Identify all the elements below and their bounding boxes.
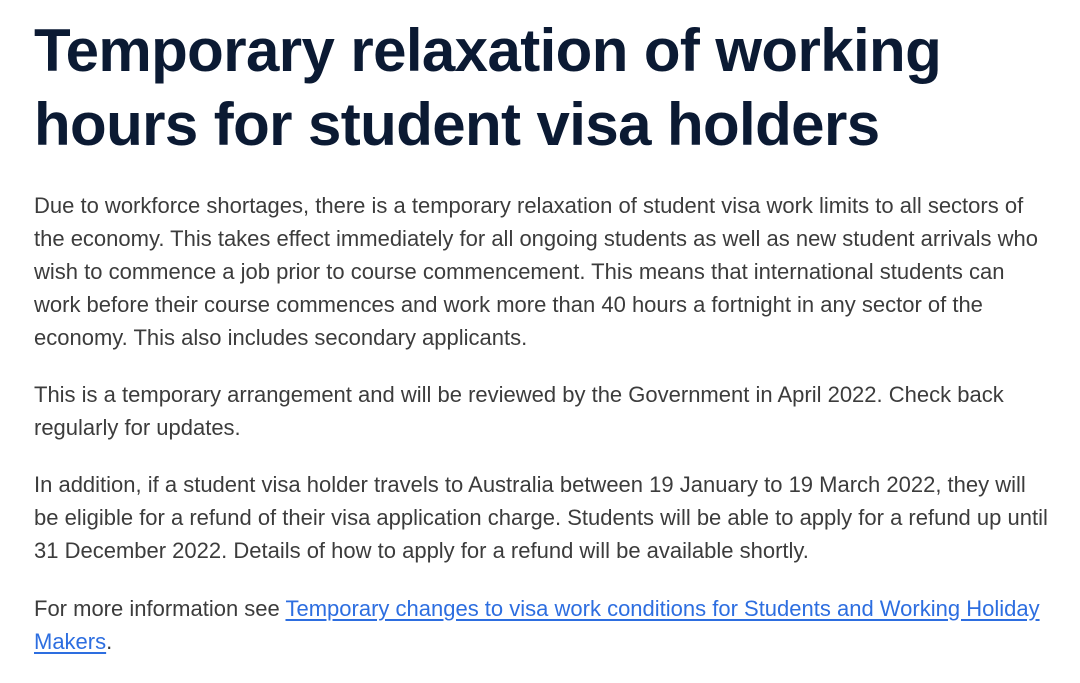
more-info-suffix: . bbox=[106, 629, 113, 654]
article bbox=[34, 14, 1049, 658]
paragraph-workforce-shortages: Due to workforce shortages, there is a temporary relaxation of student visa work limits to all sectors of the economy. This takes effect immediately for all ongoing students as well as new student arrivals who wish to commence a job prior to course commencement. This means that international students can work before their course commences and work more than 40 hours a fortnight in any sector of the economy. This also includes secondary applicants. bbox=[34, 193, 1038, 350]
more-info-prefix: For more information see bbox=[34, 596, 286, 621]
visa-work-conditions-link[interactable]: Temporary changes to visa work conditions for Students and Working Holiday Makers bbox=[34, 596, 1040, 654]
paragraph-temporary-arrangement: This is a temporary arrangement and will be reviewed by the Government in April 2022. Check back regularly for updates. bbox=[34, 382, 1004, 440]
paragraph-visa-refund: In addition, if a student visa holder travels to Australia between 19 January to 19 March 2022, they will be eligible for a refund of their visa application charge. Students will be able to apply for a refund up until 31 December 2022. Details of how to apply for a refund will be available shortly. bbox=[34, 472, 1048, 563]
page-title: Temporary relaxation of working hours for student visa holders bbox=[34, 17, 942, 158]
paragraph-more-information bbox=[34, 592, 1049, 658]
